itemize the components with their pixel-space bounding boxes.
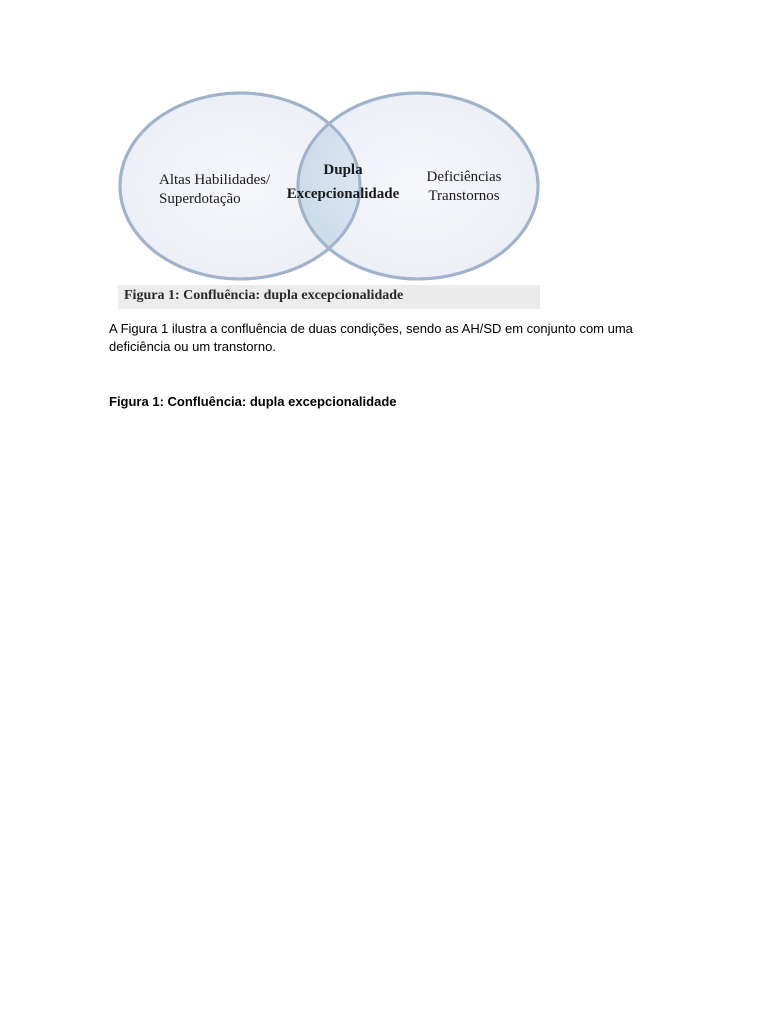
- figure-caption: Figura 1: Confluência: dupla excepcionalidade: [124, 288, 404, 303]
- right-circle-label: [424, 168, 504, 206]
- center-label-line-1: Dupla: [323, 162, 363, 178]
- center-label: [276, 158, 410, 206]
- body-line-2: deficiência ou um transtorno.: [109, 339, 276, 354]
- figure-caption-bar: [118, 285, 540, 309]
- figure-title: Figura 1: Confluência: dupla excepcionalidade: [109, 394, 397, 409]
- left-label-line-2: Superdotação: [159, 191, 241, 207]
- left-circle-label: [159, 171, 270, 209]
- right-label-line-2: Transtornos: [428, 188, 500, 204]
- right-label-line-1: Deficiências: [426, 169, 502, 185]
- left-label-line-1: Altas Habilidades/: [159, 172, 271, 188]
- body-line-1: A Figura 1 ilustra a confluência de duas condições, sendo as AH/SD em conjunto com uma: [109, 321, 633, 336]
- center-label-line-2: Excepcionalidade: [286, 186, 400, 202]
- body-paragraph: [109, 320, 669, 356]
- venn-figure: [118, 90, 540, 312]
